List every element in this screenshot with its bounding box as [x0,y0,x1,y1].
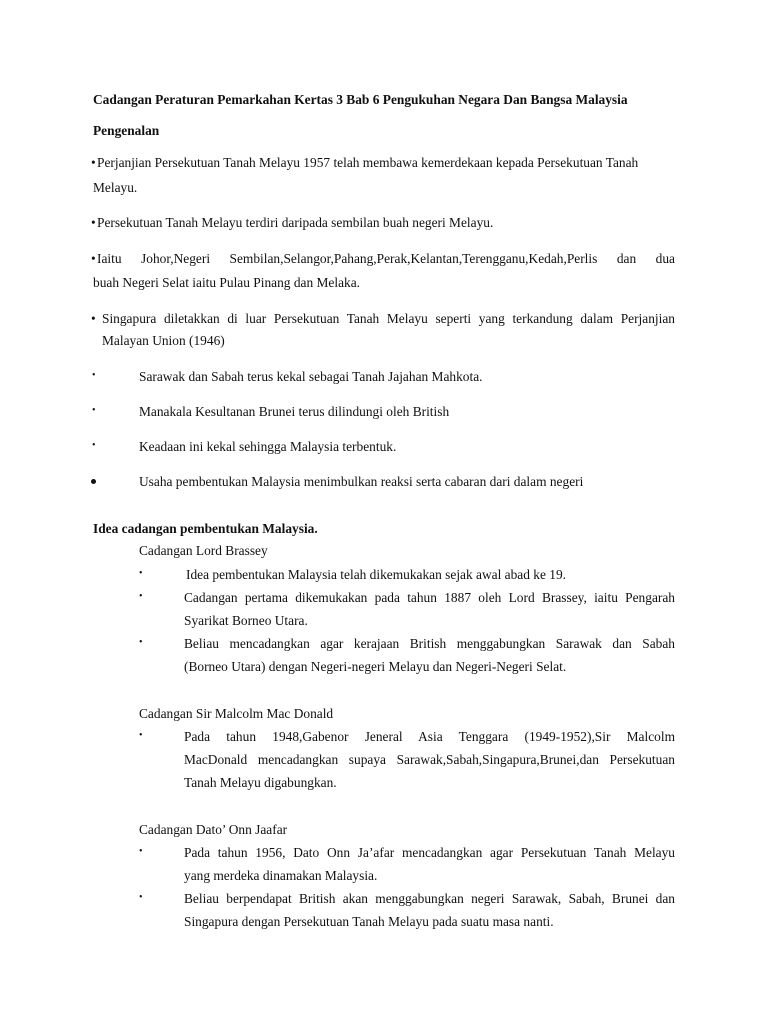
onn-item-1-line-1: Pada tahun 1956, Dato Onn Ja’afar mencadangkan agar Persekutuan Tanah Melayu [184,845,675,860]
brassey-item-3-line-1: Beliau mencadangkan agar kerajaan British menggabungkan Sarawak dan Sabah [184,636,675,651]
intro-paragraph-4-line-1: Singapura diletakkan di luar Persekutuan Tanah Melayu seperti yang terkandung dalam Perjanjian [102,311,675,326]
intro-paragraph-2: Persekutuan Tanah Melayu terdiri daripada sembilan buah negeri Melayu. [97,215,494,230]
macdonald-item-1-line-1: Pada tahun 1948,Gabenor Jeneral Asia Tenggara (1949-1952),Sir Malcolm [184,729,675,744]
document-title: Cadangan Peraturan Pemarkahan Kertas 3 Bab 6 Pengukuhan Negara Dan Bangsa Malaysia [93,92,628,107]
onn-item-1-line-2: yang merdeka dinamakan Malaysia. [184,868,378,883]
bullet-glyph: • [139,846,143,857]
bullet-glyph: • [139,892,143,903]
subheading-dato-onn-jaafar: Cadangan Dato’ Onn Jaafar [139,822,288,837]
bullet-glyph: • [92,440,96,451]
bullet-glyph: • [91,251,96,266]
brassey-item-2-line-2: Syarikat Borneo Utara. [184,613,308,628]
bullet-glyph: • [139,591,143,602]
section-heading-idea: Idea cadangan pembentukan Malaysia. [93,521,318,536]
intro-bullet-2: Manakala Kesultanan Brunei terus dilindungi oleh British [139,404,450,419]
brassey-item-2-line-1: Cadangan pertama dikemukakan pada tahun 1887 oleh Lord Brassey, iaitu Pengarah [184,590,675,605]
macdonald-item-1-line-3: Tanah Melayu digabungkan. [184,775,337,790]
bullet-glyph: • [91,215,96,230]
bullet-glyph: • [139,730,143,741]
intro-bullet-4: Usaha pembentukan Malaysia menimbulkan reaksi serta cabaran dari dalam negeri [139,474,584,489]
bullet-glyph: • [139,568,143,579]
bullet-dot [91,479,96,484]
bullet-glyph: • [92,405,96,416]
intro-bullet-3: Keadaan ini kekal sehingga Malaysia terbentuk. [139,439,397,454]
section-heading-pengenalan: Pengenalan [93,123,160,138]
intro-bullet-1: Sarawak dan Sabah terus kekal sebagai Tanah Jajahan Mahkota. [139,369,483,384]
intro-paragraph-3-line-2: buah Negeri Selat iaitu Pulau Pinang dan Melaka. [93,275,361,290]
intro-paragraph-1-line-1: Perjanjian Persekutuan Tanah Melayu 1957 telah membawa kemerdekaan kepada Persekutuan Tanah [97,155,639,170]
onn-item-2-line-2: Singapura dengan Persekutuan Tanah Melayu pada suatu masa nanti. [184,914,554,929]
brassey-item-1: Idea pembentukan Malaysia telah dikemukakan sejak awal abad ke 19. [186,567,566,582]
bullet-glyph: • [92,370,96,381]
bullet-glyph: • [139,637,143,648]
bullet-glyph: • [91,155,96,170]
subheading-lord-brassey: Cadangan Lord Brassey [139,543,268,558]
subheading-malcolm-macdonald: Cadangan Sir Malcolm Mac Donald [139,706,334,721]
intro-paragraph-3-line-1: Iaitu Johor,Negeri Sembilan,Selangor,Pahang,Perak,Kelantan,Terengganu,Kedah,Perlis dan dua [97,251,675,266]
intro-paragraph-4-line-2: Malayan Union (1946) [102,333,225,348]
macdonald-item-1-line-2: MacDonald mencadangkan supaya Sarawak,Sabah,Singapura,Brunei,dan Persekutuan [184,752,675,767]
bullet-glyph: • [91,311,96,326]
onn-item-2-line-1: Beliau berpendapat British akan menggabungkan negeri Sarawak, Sabah, Brunei dan [184,891,675,906]
intro-paragraph-1-line-2: Melayu. [93,180,138,195]
brassey-item-3-line-2: (Borneo Utara) dengan Negeri-negeri Melayu dan Negeri-Negeri Selat. [184,659,567,674]
